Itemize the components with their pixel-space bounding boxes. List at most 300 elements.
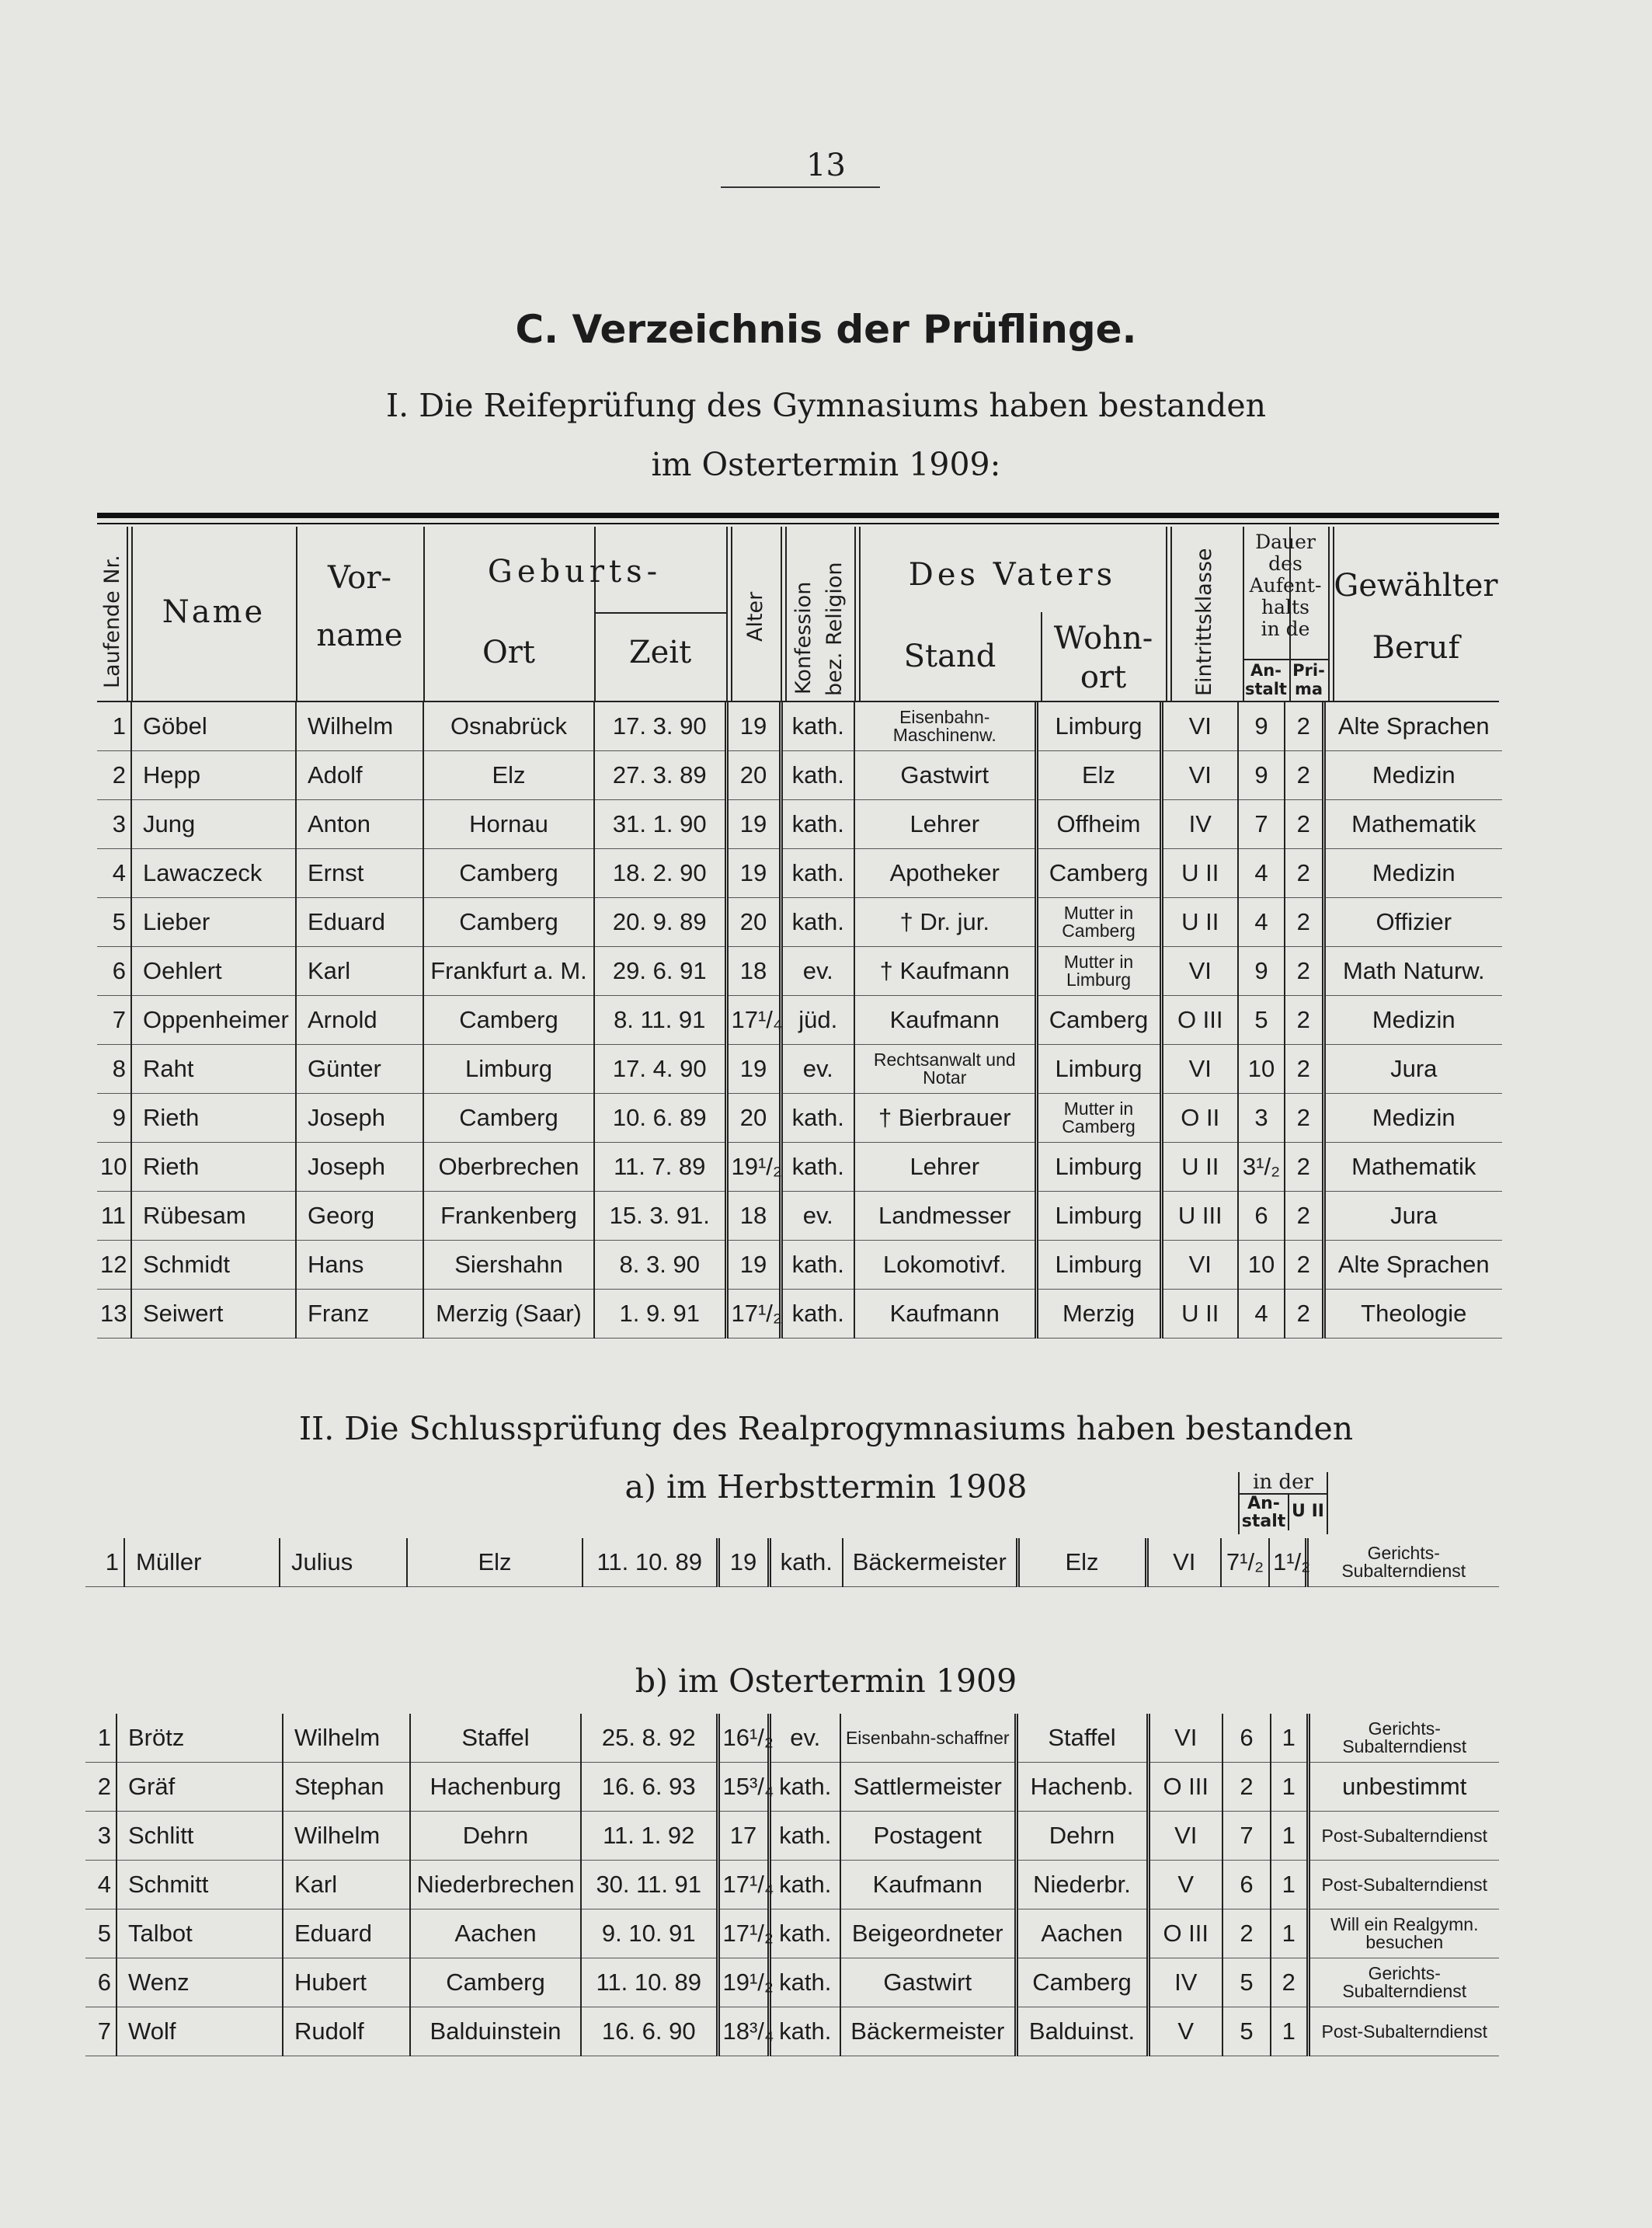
cell-name: Rieth (131, 1143, 296, 1192)
cell-alter: 17¹/₂ (726, 1290, 781, 1339)
cell-prima: 2 (1285, 702, 1323, 751)
cell-nr: 4 (85, 1861, 117, 1909)
cell-nr: 2 (85, 1763, 117, 1812)
cell-anstalt: 9 (1238, 702, 1285, 751)
cell-konf: kath. (769, 1763, 840, 1812)
cell-nr: 5 (85, 1909, 117, 1958)
cell-ort: Limburg (423, 1045, 594, 1094)
cell-alter: 19¹/₂ (726, 1143, 781, 1192)
col-anstalt-1: An- (1250, 661, 1282, 680)
cell-konf: kath. (781, 1290, 854, 1339)
cell-name: Müller (124, 1538, 280, 1587)
cell-klasse: VI (1146, 1538, 1221, 1587)
cell-anstalt: 7 (1238, 800, 1285, 849)
cell-anstalt: 5 (1222, 1958, 1271, 2007)
cell-nr: 3 (97, 800, 131, 849)
cell-konf: kath. (781, 702, 854, 751)
cell-name: Gräf (117, 1763, 283, 1812)
cell-wohnort: Limburg (1036, 1241, 1161, 1290)
cell-stand: Eisenbahn-Maschinenw. (854, 702, 1036, 751)
table-row (85, 1958, 1499, 2007)
cell-zeit: 8. 3. 90 (594, 1241, 726, 1290)
cell-anstalt: 2 (1222, 1909, 1271, 1958)
cell-name: Brötz (117, 1714, 283, 1763)
cell-vorname: Anton (296, 800, 423, 849)
cell-stand: Eisenbahn-schaffner (840, 1714, 1016, 1763)
cell-alter: 19 (726, 1241, 781, 1290)
cell-name: Schmidt (131, 1241, 296, 1290)
cell-stand: Beigeordneter (840, 1909, 1016, 1958)
cell-alter: 19¹/₂ (718, 1958, 769, 2007)
cell-stand: Bäckermeister (843, 1538, 1017, 1587)
cell-ort: Elz (423, 751, 594, 800)
table-row (97, 947, 1502, 996)
cell-konf: kath. (781, 1241, 854, 1290)
cell-wohnort: Limburg (1036, 1045, 1161, 1094)
cell-name: Jung (131, 800, 296, 849)
cell-nr: 13 (97, 1290, 131, 1339)
cell-alter: 19 (726, 849, 781, 898)
cell-stand: Rechtsanwalt und Notar (854, 1045, 1036, 1094)
cell-beruf: Will ein Realgymn. besuchen (1308, 1909, 1499, 1958)
table-row (97, 1045, 1502, 1094)
cell-zeit: 31. 1. 90 (594, 800, 726, 849)
cell-klasse: U II (1161, 898, 1238, 947)
col-wohnort-1: Wohn- (1053, 621, 1153, 656)
cell-ort: Niederbrechen (410, 1861, 581, 1909)
cell-anstalt: 3¹/₂ (1238, 1143, 1285, 1192)
cell-name: Seiwert (131, 1290, 296, 1339)
cell-prima: 2 (1285, 1241, 1323, 1290)
cell-anstalt: 9 (1238, 751, 1285, 800)
cell-wohnort: Mutter in Limburg (1036, 947, 1161, 996)
cell-uii: 1 (1271, 1763, 1308, 1812)
cell-ort: Aachen (410, 1909, 581, 1958)
cell-ort: Oberbrechen (423, 1143, 594, 1192)
cell-konf: ev. (781, 947, 854, 996)
cell-vorname: Wilhelm (283, 1812, 410, 1861)
cell-vorname: Wilhelm (283, 1714, 410, 1763)
cell-beruf: Medizin (1323, 849, 1502, 898)
cell-zeit: 10. 6. 89 (594, 1094, 726, 1143)
cell-beruf: Mathematik (1323, 1143, 1502, 1192)
col-dauer-5: in de (1261, 618, 1310, 640)
oster-table (85, 1714, 1499, 2056)
cell-anstalt: 4 (1238, 849, 1285, 898)
col-vorname-1: Vor- (328, 560, 391, 596)
cell-ort: Camberg (423, 996, 594, 1045)
cell-vorname: Eduard (283, 1909, 410, 1958)
cell-prima: 2 (1285, 800, 1323, 849)
cell-konf: kath. (769, 2007, 840, 2056)
cell-vorname: Arnold (296, 996, 423, 1045)
cell-klasse: U II (1161, 1290, 1238, 1339)
cell-alter: 20 (726, 1094, 781, 1143)
cell-beruf: Post-Subalterndienst (1308, 2007, 1499, 2056)
col-konfession: Konfession (791, 581, 816, 695)
cell-prima: 2 (1285, 849, 1323, 898)
cell-stand: Apotheker (854, 849, 1036, 898)
cell-name: Hepp (131, 751, 296, 800)
cell-ort: Camberg (423, 898, 594, 947)
cell-konf: jüd. (781, 996, 854, 1045)
cell-wohnort: Hachenb. (1016, 1763, 1148, 1812)
cell-beruf: Gerichts-Subalterndienst (1308, 1714, 1499, 1763)
cell-klasse: VI (1148, 1812, 1222, 1861)
col-beruf-1: Gewählter (1334, 568, 1498, 604)
cell-name: Göbel (131, 702, 296, 751)
cell-name: Schlitt (117, 1812, 283, 1861)
cell-nr: 1 (97, 702, 131, 751)
cell-uii: 1¹/₂ (1269, 1538, 1306, 1587)
col-des-vaters: Des Vaters (908, 557, 1117, 593)
cell-vorname: Hubert (283, 1958, 410, 2007)
cell-prima: 2 (1285, 996, 1323, 1045)
cell-klasse: U II (1161, 1143, 1238, 1192)
col-stand: Stand (903, 639, 996, 674)
cell-anstalt: 2 (1222, 1763, 1271, 1812)
cell-zeit: 29. 6. 91 (594, 947, 726, 996)
cell-vorname: Rudolf (283, 2007, 410, 2056)
cell-anstalt: 10 (1238, 1045, 1285, 1094)
cell-stand: Gastwirt (840, 1958, 1016, 2007)
cell-beruf: Medizin (1323, 1094, 1502, 1143)
cell-vorname: Günter (296, 1045, 423, 1094)
cell-wohnort: Dehrn (1016, 1812, 1148, 1861)
table-row (85, 2007, 1499, 2056)
cell-klasse: O III (1148, 1909, 1222, 1958)
cell-anstalt: 9 (1238, 947, 1285, 996)
table-top-rule (97, 513, 1499, 518)
cell-nr: 1 (85, 1538, 124, 1587)
cell-klasse: IV (1148, 1958, 1222, 2007)
subhead-anstalt-2: stalt (1241, 1512, 1286, 1532)
cell-konf: ev. (769, 1714, 840, 1763)
cell-beruf: unbestimmt (1308, 1763, 1499, 1812)
table-row (97, 1192, 1502, 1241)
cell-wohnort: Niederbr. (1016, 1861, 1148, 1909)
cell-konf: kath. (781, 1094, 854, 1143)
cell-zeit: 11. 1. 92 (581, 1812, 718, 1861)
cell-ort: Hornau (423, 800, 594, 849)
cell-stand: Lehrer (854, 1143, 1036, 1192)
section-2b-heading: b) im Ostertermin 1909 (635, 1662, 1017, 1700)
cell-zeit: 25. 8. 92 (581, 1714, 718, 1763)
cell-zeit: 11. 10. 89 (581, 1958, 718, 2007)
cell-ort: Merzig (Saar) (423, 1290, 594, 1339)
cell-ort: Camberg (423, 849, 594, 898)
cell-vorname: Ernst (296, 849, 423, 898)
table-row (97, 849, 1502, 898)
cell-anstalt: 6 (1222, 1861, 1271, 1909)
table-row (97, 898, 1502, 947)
cell-klasse: VI (1161, 702, 1238, 751)
cell-konf: kath. (781, 898, 854, 947)
cell-beruf: Theologie (1323, 1290, 1502, 1339)
cell-stand: Landmesser (854, 1192, 1036, 1241)
cell-stand: Sattlermeister (840, 1763, 1016, 1812)
cell-uii: 1 (1271, 2007, 1308, 2056)
cell-name: Lawaczeck (131, 849, 296, 898)
cell-anstalt: 3 (1238, 1094, 1285, 1143)
col-geburts: Geburts- (487, 554, 663, 590)
cell-zeit: 16. 6. 93 (581, 1763, 718, 1812)
cell-zeit: 8. 11. 91 (594, 996, 726, 1045)
cell-alter: 17¹/₂ (718, 1909, 769, 1958)
cell-konf: kath. (781, 1143, 854, 1192)
cell-name: Oppenheimer (131, 996, 296, 1045)
cell-nr: 7 (97, 996, 131, 1045)
cell-wohnort: Offheim (1036, 800, 1161, 849)
col-vorname-2: name (316, 618, 403, 653)
cell-name: Wolf (117, 2007, 283, 2056)
table-header (97, 527, 1499, 701)
col-dauer-3: Aufent- (1249, 574, 1322, 597)
cell-beruf: Medizin (1323, 751, 1502, 800)
cell-zeit: 18. 2. 90 (594, 849, 726, 898)
table-row (97, 1241, 1502, 1290)
cell-nr: 6 (97, 947, 131, 996)
cell-wohnort: Camberg (1016, 1958, 1148, 2007)
cell-vorname: Franz (296, 1290, 423, 1339)
table-row (97, 996, 1502, 1045)
col-dauer-4: halts (1261, 596, 1309, 618)
cell-nr: 7 (85, 2007, 117, 2056)
cell-klasse: U III (1161, 1192, 1238, 1241)
col-alter: Alter (743, 591, 767, 642)
cell-ort: Camberg (423, 1094, 594, 1143)
cell-alter: 20 (726, 751, 781, 800)
cell-wohnort: Limburg (1036, 1192, 1161, 1241)
col-name: Name (162, 594, 266, 630)
cell-wohnort: Limburg (1036, 702, 1161, 751)
cell-vorname: Karl (283, 1861, 410, 1909)
cell-vorname: Hans (296, 1241, 423, 1290)
cell-wohnort: Camberg (1036, 849, 1161, 898)
cell-zeit: 9. 10. 91 (581, 1909, 718, 1958)
col-anstalt-2: stalt (1245, 680, 1287, 698)
cell-beruf: Mathematik (1323, 800, 1502, 849)
table-row (85, 1861, 1499, 1909)
col-wohnort-2: ort (1080, 660, 1127, 695)
cell-beruf: Jura (1323, 1192, 1502, 1241)
cell-beruf: Post-Subalterndienst (1308, 1812, 1499, 1861)
section-1-heading: I. Die Reifeprüfung des Gymnasiums haben bestanden (385, 387, 1267, 424)
cell-alter: 19 (726, 702, 781, 751)
cell-anstalt: 5 (1238, 996, 1285, 1045)
cell-wohnort: Mutter in Camberg (1036, 1094, 1161, 1143)
cell-zeit: 17. 4. 90 (594, 1045, 726, 1094)
cell-alter: 15³/₄ (718, 1763, 769, 1812)
cell-zeit: 11. 10. 89 (583, 1538, 718, 1587)
table-top-rule-thin (97, 523, 1499, 524)
cell-konf: kath. (769, 1909, 840, 1958)
table-row (97, 1094, 1502, 1143)
reifepruefung-table (97, 702, 1502, 1339)
col-ort: Ort (482, 635, 535, 670)
cell-beruf: Offizier (1323, 898, 1502, 947)
cell-wohnort: Elz (1036, 751, 1161, 800)
cell-anstalt: 4 (1238, 1290, 1285, 1339)
cell-stand: Kaufmann (854, 1290, 1036, 1339)
cell-nr: 12 (97, 1241, 131, 1290)
cell-wohnort: Camberg (1036, 996, 1161, 1045)
table-row (85, 1763, 1499, 1812)
cell-klasse: VI (1161, 1045, 1238, 1094)
table-row (85, 1909, 1499, 1958)
cell-stand: Postagent (840, 1812, 1016, 1861)
table-row (85, 1812, 1499, 1861)
cell-prima: 2 (1285, 1094, 1323, 1143)
cell-nr: 2 (97, 751, 131, 800)
cell-name: Schmitt (117, 1861, 283, 1909)
cell-anstalt: 6 (1238, 1192, 1285, 1241)
cell-konf: kath. (769, 1861, 840, 1909)
cell-stand: Gastwirt (854, 751, 1036, 800)
cell-stand: † Kaufmann (854, 947, 1036, 996)
section-2a-heading: a) im Herbsttermin 1908 (624, 1468, 1028, 1506)
cell-prima: 2 (1285, 1192, 1323, 1241)
cell-nr: 11 (97, 1192, 131, 1241)
subhead-in-der: in der (1240, 1472, 1327, 1495)
table-row (85, 1538, 1499, 1587)
cell-nr: 1 (85, 1714, 117, 1763)
cell-alter: 18³/₄ (718, 2007, 769, 2056)
cell-wohnort: Balduinst. (1016, 2007, 1148, 2056)
cell-nr: 8 (97, 1045, 131, 1094)
cell-nr: 4 (97, 849, 131, 898)
cell-name: Wenz (117, 1958, 283, 2007)
cell-beruf: Alte Sprachen (1323, 702, 1502, 751)
cell-prima: 2 (1285, 1290, 1323, 1339)
cell-zeit: 15. 3. 91. (594, 1192, 726, 1241)
cell-vorname: Karl (296, 947, 423, 996)
cell-alter: 18 (726, 1192, 781, 1241)
cell-konf: kath. (781, 800, 854, 849)
cell-klasse: VI (1148, 1714, 1222, 1763)
cell-alter: 19 (718, 1538, 769, 1587)
cell-vorname: Adolf (296, 751, 423, 800)
cell-beruf: Post-Subalterndienst (1308, 1861, 1499, 1909)
cell-name: Oehlert (131, 947, 296, 996)
cell-zeit: 17. 3. 90 (594, 702, 726, 751)
cell-vorname: Wilhelm (296, 702, 423, 751)
cell-ort: Frankfurt a. M. (423, 947, 594, 996)
cell-ort: Camberg (410, 1958, 581, 2007)
cell-alter: 16¹/₂ (718, 1714, 769, 1763)
cell-alter: 20 (726, 898, 781, 947)
cell-anstalt: 7 (1222, 1812, 1271, 1861)
page-title: C. Verzeichnis der Prüflinge. (515, 307, 1137, 352)
cell-anstalt: 5 (1222, 2007, 1271, 2056)
cell-klasse: O II (1161, 1094, 1238, 1143)
cell-nr: 10 (97, 1143, 131, 1192)
col-prima-2: ma (1294, 680, 1323, 698)
table-row (85, 1714, 1499, 1763)
cell-nr: 5 (97, 898, 131, 947)
cell-zeit: 11. 7. 89 (594, 1143, 726, 1192)
cell-klasse: O III (1148, 1763, 1222, 1812)
cell-vorname: Georg (296, 1192, 423, 1241)
col-dauer-1: Dauer (1255, 531, 1316, 553)
cell-uii: 1 (1271, 1714, 1308, 1763)
cell-stand: Kaufmann (840, 1861, 1016, 1909)
col-laufende-nr: Laufende Nr. (100, 555, 124, 688)
cell-klasse: VI (1161, 751, 1238, 800)
page-number-rule (721, 186, 880, 188)
cell-ort: Balduinstein (410, 2007, 581, 2056)
col-eintrittsklasse: Eintrittsklasse (1192, 548, 1216, 696)
cell-ort: Hachenburg (410, 1763, 581, 1812)
cell-wohnort: Mutter in Camberg (1036, 898, 1161, 947)
cell-name: Rieth (131, 1094, 296, 1143)
cell-prima: 2 (1285, 947, 1323, 996)
section-2-heading: II. Die Schlussprüfung des Realprogymnasiums haben bestanden (298, 1410, 1354, 1447)
cell-ort: Frankenberg (423, 1192, 594, 1241)
col-religion: bez. Religion (823, 562, 847, 696)
cell-vorname: Stephan (283, 1763, 410, 1812)
cell-vorname: Joseph (296, 1143, 423, 1192)
cell-wohnort: Merzig (1036, 1290, 1161, 1339)
cell-stand: Lokomotivf. (854, 1241, 1036, 1290)
cell-anstalt: 10 (1238, 1241, 1285, 1290)
cell-nr: 9 (97, 1094, 131, 1143)
cell-klasse: VI (1161, 947, 1238, 996)
cell-ort: Siershahn (423, 1241, 594, 1290)
cell-beruf: Medizin (1323, 996, 1502, 1045)
cell-zeit: 27. 3. 89 (594, 751, 726, 800)
cell-beruf: Gerichts-Subalterndienst (1306, 1538, 1499, 1587)
cell-klasse: O III (1161, 996, 1238, 1045)
cell-stand: Lehrer (854, 800, 1036, 849)
cell-uii: 1 (1271, 1861, 1308, 1909)
cell-alter: 17 (718, 1812, 769, 1861)
cell-uii: 2 (1271, 1958, 1308, 2007)
cell-zeit: 20. 9. 89 (594, 898, 726, 947)
cell-ort: Osnabrück (423, 702, 594, 751)
cell-prima: 2 (1285, 1045, 1323, 1094)
cell-klasse: U II (1161, 849, 1238, 898)
cell-anstalt: 6 (1222, 1714, 1271, 1763)
cell-wohnort: Elz (1017, 1538, 1146, 1587)
cell-beruf: Jura (1323, 1045, 1502, 1094)
cell-stand: † Bierbrauer (854, 1094, 1036, 1143)
cell-uii: 1 (1271, 1812, 1308, 1861)
cell-klasse: V (1148, 1861, 1222, 1909)
col-zeit: Zeit (628, 635, 692, 670)
cell-konf: ev. (781, 1192, 854, 1241)
cell-prima: 2 (1285, 1143, 1323, 1192)
cell-stand: Bäckermeister (840, 2007, 1016, 2056)
cell-alter: 19 (726, 1045, 781, 1094)
table-row (97, 800, 1502, 849)
cell-ort: Dehrn (410, 1812, 581, 1861)
col-prima-1: Pri- (1292, 661, 1325, 680)
col-dauer-2: des (1268, 552, 1302, 575)
cell-prima: 2 (1285, 898, 1323, 947)
cell-konf: kath. (769, 1958, 840, 2007)
cell-beruf: Alte Sprachen (1323, 1241, 1502, 1290)
cell-konf: ev. (781, 1045, 854, 1094)
cell-anstalt: 7¹/₂ (1221, 1538, 1269, 1587)
table-row (97, 1143, 1502, 1192)
herbst-table (85, 1538, 1499, 1587)
cell-beruf: Gerichts-Subalterndienst (1308, 1958, 1499, 2007)
cell-klasse: IV (1161, 800, 1238, 849)
cell-prima: 2 (1285, 751, 1323, 800)
cell-ort: Elz (407, 1538, 583, 1587)
cell-zeit: 16. 6. 90 (581, 2007, 718, 2056)
